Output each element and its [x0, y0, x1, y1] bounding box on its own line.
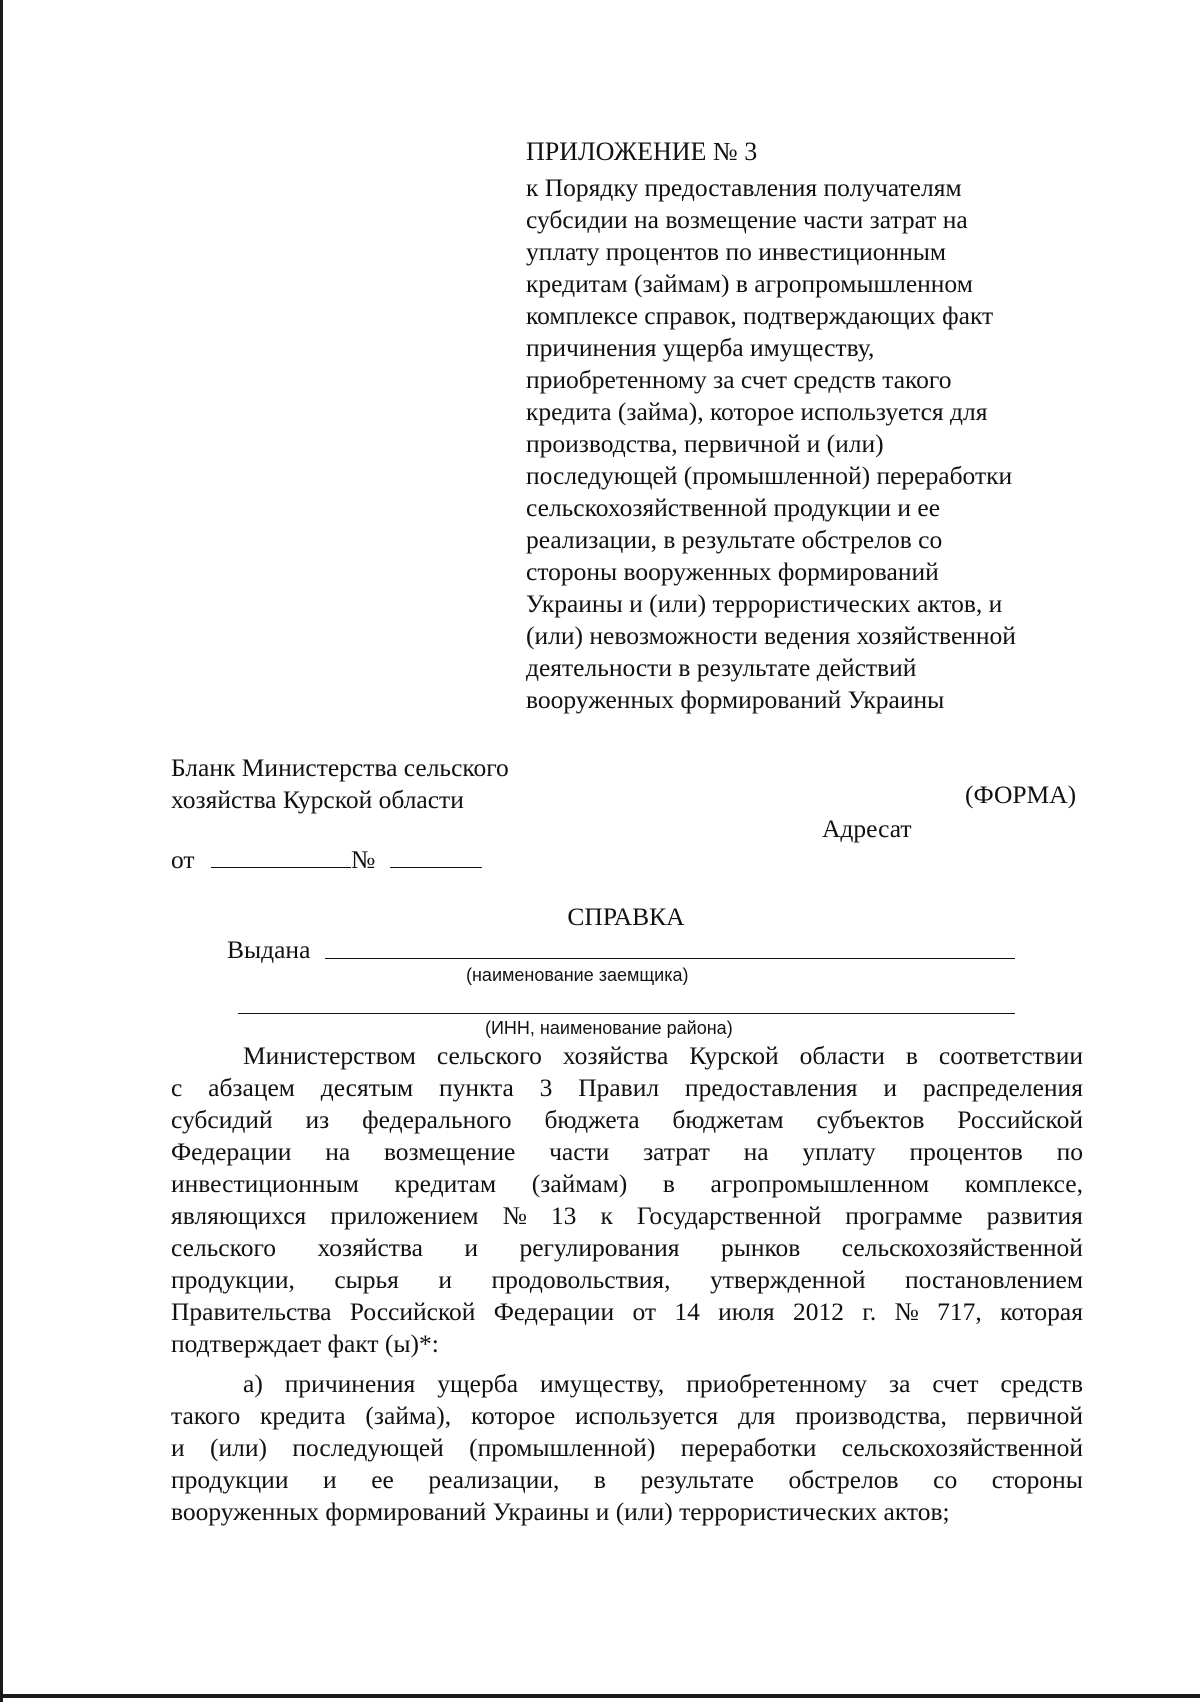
appendix-line: субсидии на возмещение части затрат на — [526, 205, 968, 234]
appendix-line: уплату процентов по инвестиционным — [526, 237, 947, 266]
appendix-line: (или) невозможности ведения хозяйственной — [526, 621, 1016, 650]
appendix-line: комплексе справок, подтверждающих факт — [526, 301, 994, 330]
body-line: вооруженных формирований Украины и (или) террористических актов; — [171, 1497, 950, 1526]
body-line: инвестиционным кредитам (займам) в агропромышленном комплексе, — [171, 1169, 1083, 1198]
ministry-letterhead — [171, 752, 509, 816]
body-line: продукции и ее реализации, в результате обстрелов со стороны — [171, 1465, 1083, 1494]
appendix-line: к Порядку предоставления получателям — [526, 173, 962, 202]
appendix-line: кредита (займа), которое используется для — [526, 397, 988, 426]
addressee-label: Адресат — [822, 814, 912, 843]
issued-label: Выдана — [227, 935, 311, 964]
appendix-line: сельскохозяйственной продукции и ее — [526, 493, 941, 522]
scan-left-edge — [0, 0, 3, 1702]
appendix-line: деятельности в результате действий — [526, 653, 917, 682]
number-label: № — [350, 845, 376, 874]
inn-district-blank-field[interactable] — [238, 1013, 1015, 1014]
appendix-line: причинения ущерба имуществу, — [526, 333, 875, 362]
appendix-line: вооруженных формирований Украины — [526, 685, 945, 714]
scan-bottom-edge — [0, 1694, 1200, 1698]
appendix-line: кредитам (займам) в агропромышленном — [526, 269, 973, 298]
appendix-header — [526, 132, 1126, 716]
from-label: от — [171, 845, 195, 874]
certificate-body — [171, 1040, 1083, 1528]
body-line: с абзацем десятым пункта 3 Правил предоставления и распределения — [171, 1073, 1083, 1102]
appendix-line: стороны вооруженных формирований — [526, 557, 939, 586]
inn-district-caption: (ИНН, наименование района) — [485, 1018, 733, 1038]
borrower-name-caption: (наименование заемщика) — [466, 965, 689, 985]
appendix-title: ПРИЛОЖЕНИЕ № 3 — [526, 137, 758, 166]
appendix-line: приобретенному за счет средств такого — [526, 365, 952, 394]
body-line: подтверждает факт (ы)*: — [171, 1329, 439, 1358]
body-line: и (или) последующей (промышленной) переработки сельскохозяйственной — [171, 1433, 1083, 1462]
body-line: сельского хозяйства и регулирования рынков сельскохозяйственной — [171, 1233, 1083, 1262]
appendix-line: последующей (промышленной) переработки — [526, 461, 1013, 490]
body-line: Министерством сельского хозяйства Курской области в соответствии — [243, 1041, 1083, 1070]
body-line: являющихся приложением № 13 к Государственной программе развития — [171, 1201, 1083, 1230]
appendix-line: реализации, в результате обстрелов со — [526, 525, 943, 554]
appendix-line: производства, первичной и (или) — [526, 429, 884, 458]
date-blank-field[interactable] — [211, 845, 351, 868]
borrower-name-blank-field[interactable] — [325, 958, 1015, 959]
letterhead-line: хозяйства Курской области — [171, 785, 464, 814]
body-line: субсидий из федерального бюджета бюджетам субъектов Российской — [171, 1105, 1083, 1134]
appendix-line: Украины и (или) террористических актов, и — [526, 589, 1003, 618]
certificate-title: СПРАВКА — [567, 902, 685, 931]
form-label: (ФОРМА) — [965, 780, 1077, 809]
body-line: такого кредита (займа), которое используется для производства, первичной — [171, 1401, 1083, 1430]
body-line: а) причинения ущерба имуществу, приобретенному за счет средств — [243, 1369, 1083, 1398]
letterhead-line: Бланк Министерства сельского — [171, 753, 509, 782]
body-line: Федерации на возмещение части затрат на уплату процентов по — [171, 1137, 1083, 1166]
date-number-line — [171, 844, 482, 876]
body-line: продукции, сырья и продовольствия, утвержденной постановлением — [171, 1265, 1083, 1294]
body-line: Правительства Российской Федерации от 14 июля 2012 г. № 717, которая — [171, 1297, 1083, 1326]
number-blank-field[interactable] — [390, 845, 482, 868]
